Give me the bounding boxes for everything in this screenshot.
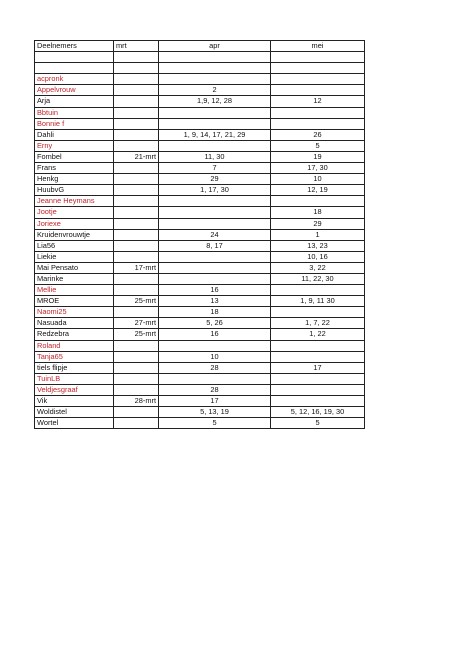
participants-table — [34, 40, 365, 429]
mrt-cell — [114, 307, 159, 318]
mrt-cell — [114, 63, 159, 74]
table-row — [35, 340, 365, 351]
apr-cell: 17 — [159, 396, 271, 407]
participant-name-cell — [35, 63, 114, 74]
apr-cell: 1,9, 12, 28 — [159, 96, 271, 107]
participant-name-cell: Bonnie f — [35, 118, 114, 129]
apr-cell — [159, 251, 271, 262]
apr-cell — [159, 207, 271, 218]
mei-cell: 12 — [271, 96, 365, 107]
mrt-cell: 17-mrt — [114, 262, 159, 273]
participant-name-cell: Mellie — [35, 285, 114, 296]
table-row — [35, 163, 365, 174]
mrt-cell — [114, 85, 159, 96]
mrt-cell — [114, 163, 159, 174]
participant-name-cell: acpronk — [35, 74, 114, 85]
table-row — [35, 251, 365, 262]
mrt-cell — [114, 285, 159, 296]
table-row — [35, 262, 365, 273]
participant-name-cell: Bbtuin — [35, 107, 114, 118]
participant-name-cell: Tanja65 — [35, 351, 114, 362]
apr-cell: 1, 9, 14, 17, 21, 29 — [159, 129, 271, 140]
table-row — [35, 240, 365, 251]
apr-cell — [159, 196, 271, 207]
table-row — [35, 362, 365, 373]
apr-cell: 24 — [159, 229, 271, 240]
mei-cell: 17 — [271, 362, 365, 373]
table-row — [35, 407, 365, 418]
header-mei: mei — [271, 41, 365, 52]
mrt-cell: 21-mrt — [114, 151, 159, 162]
participant-name-cell: Arja — [35, 96, 114, 107]
table-row — [35, 396, 365, 407]
mei-cell — [271, 63, 365, 74]
mei-cell — [271, 384, 365, 395]
participant-name-cell — [35, 52, 114, 63]
participant-name-cell: Fombel — [35, 151, 114, 162]
apr-cell — [159, 74, 271, 85]
apr-cell — [159, 218, 271, 229]
table-row — [35, 418, 365, 429]
mei-cell: 11, 22, 30 — [271, 273, 365, 284]
table-row — [35, 307, 365, 318]
apr-cell: 11, 30 — [159, 151, 271, 162]
table-row — [35, 129, 365, 140]
mrt-cell — [114, 118, 159, 129]
apr-cell — [159, 107, 271, 118]
mei-cell: 3, 22 — [271, 262, 365, 273]
mrt-cell — [114, 251, 159, 262]
mei-cell: 5 — [271, 140, 365, 151]
table-row — [35, 318, 365, 329]
mrt-cell — [114, 229, 159, 240]
mei-cell: 10 — [271, 174, 365, 185]
mrt-cell — [114, 52, 159, 63]
mrt-cell — [114, 96, 159, 107]
apr-cell: 16 — [159, 329, 271, 340]
apr-cell: 5 — [159, 418, 271, 429]
table-row — [35, 285, 365, 296]
mrt-cell — [114, 273, 159, 284]
participant-name-cell: Dahli — [35, 129, 114, 140]
mei-cell — [271, 307, 365, 318]
participant-name-cell: Wortel — [35, 418, 114, 429]
table-row — [35, 96, 365, 107]
apr-cell — [159, 52, 271, 63]
mrt-cell — [114, 407, 159, 418]
apr-cell: 28 — [159, 384, 271, 395]
mei-cell: 13, 23 — [271, 240, 365, 251]
participant-name-cell: Woldistel — [35, 407, 114, 418]
header-deelnemers: Deelnemers — [35, 41, 114, 52]
mrt-cell — [114, 129, 159, 140]
table-row — [35, 85, 365, 96]
apr-cell: 18 — [159, 307, 271, 318]
mei-cell — [271, 196, 365, 207]
table-row — [35, 273, 365, 284]
table-row — [35, 174, 365, 185]
mrt-cell — [114, 107, 159, 118]
mei-cell: 26 — [271, 129, 365, 140]
participant-name-cell: Liekie — [35, 251, 114, 262]
apr-cell: 13 — [159, 296, 271, 307]
apr-cell — [159, 118, 271, 129]
header-mrt: mrt — [114, 41, 159, 52]
mrt-cell — [114, 340, 159, 351]
table-row — [35, 107, 365, 118]
mei-cell: 29 — [271, 218, 365, 229]
mei-cell: 19 — [271, 151, 365, 162]
participant-name-cell: Jeanne Heymans — [35, 196, 114, 207]
mei-cell — [271, 285, 365, 296]
mrt-cell — [114, 185, 159, 196]
mei-cell — [271, 340, 365, 351]
apr-cell — [159, 340, 271, 351]
apr-cell — [159, 63, 271, 74]
mrt-cell — [114, 418, 159, 429]
mei-cell — [271, 351, 365, 362]
apr-cell: 2 — [159, 85, 271, 96]
mrt-cell — [114, 196, 159, 207]
table-row — [35, 207, 365, 218]
participant-name-cell: Frans — [35, 163, 114, 174]
mei-cell: 18 — [271, 207, 365, 218]
mei-cell — [271, 52, 365, 63]
mrt-cell: 25-mrt — [114, 329, 159, 340]
table-row — [35, 373, 365, 384]
participant-name-cell: Henkg — [35, 174, 114, 185]
table-row — [35, 218, 365, 229]
mei-cell: 5, 12, 16, 19, 30 — [271, 407, 365, 418]
mei-cell: 1, 7, 22 — [271, 318, 365, 329]
participant-name-cell: Erny — [35, 140, 114, 151]
participant-name-cell: Jootje — [35, 207, 114, 218]
participant-name-cell: tiels flipje — [35, 362, 114, 373]
table-body — [35, 52, 365, 429]
mrt-cell — [114, 240, 159, 251]
participant-name-cell: Redzebra — [35, 329, 114, 340]
header-apr: apr — [159, 41, 271, 52]
participant-name-cell: MROE — [35, 296, 114, 307]
apr-cell — [159, 373, 271, 384]
mei-cell: 1, 22 — [271, 329, 365, 340]
mrt-cell — [114, 373, 159, 384]
participant-name-cell: HuubvG — [35, 185, 114, 196]
mei-cell — [271, 373, 365, 384]
participant-name-cell: Naomi25 — [35, 307, 114, 318]
mrt-cell: 28-mrt — [114, 396, 159, 407]
mrt-cell — [114, 384, 159, 395]
participant-name-cell: TuinLB — [35, 373, 114, 384]
participant-name-cell: Veldjesgraaf — [35, 384, 114, 395]
table-row — [35, 229, 365, 240]
participant-name-cell: Vik — [35, 396, 114, 407]
table-row — [35, 151, 365, 162]
table-row — [35, 74, 365, 85]
participant-name-cell: Joriexe — [35, 218, 114, 229]
mrt-cell — [114, 207, 159, 218]
mei-cell: 1, 9, 11 30 — [271, 296, 365, 307]
apr-cell: 7 — [159, 163, 271, 174]
mei-cell — [271, 85, 365, 96]
table-row — [35, 196, 365, 207]
apr-cell: 29 — [159, 174, 271, 185]
participant-name-cell: Lia56 — [35, 240, 114, 251]
mei-cell — [271, 107, 365, 118]
mei-cell: 5 — [271, 418, 365, 429]
table-row — [35, 329, 365, 340]
mei-cell: 1 — [271, 229, 365, 240]
participant-name-cell: Appelvrouw — [35, 85, 114, 96]
apr-cell: 8, 17 — [159, 240, 271, 251]
participant-name-cell: Roland — [35, 340, 114, 351]
mrt-cell: 25-mrt — [114, 296, 159, 307]
apr-cell — [159, 273, 271, 284]
mrt-cell — [114, 351, 159, 362]
mrt-cell — [114, 140, 159, 151]
table-row — [35, 140, 365, 151]
apr-cell: 28 — [159, 362, 271, 373]
table-row — [35, 351, 365, 362]
apr-cell: 1, 17, 30 — [159, 185, 271, 196]
mrt-cell — [114, 174, 159, 185]
apr-cell — [159, 140, 271, 151]
participant-name-cell: Kruidenvrouwtje — [35, 229, 114, 240]
apr-cell: 16 — [159, 285, 271, 296]
apr-cell: 5, 13, 19 — [159, 407, 271, 418]
mei-cell — [271, 74, 365, 85]
table-row — [35, 384, 365, 395]
mei-cell: 17, 30 — [271, 163, 365, 174]
apr-cell: 10 — [159, 351, 271, 362]
mrt-cell — [114, 74, 159, 85]
apr-cell: 5, 26 — [159, 318, 271, 329]
mrt-cell — [114, 218, 159, 229]
table-row — [35, 52, 365, 63]
participant-name-cell: Nasuada — [35, 318, 114, 329]
table-row — [35, 296, 365, 307]
mei-cell — [271, 118, 365, 129]
participant-name-cell: Mai Pensato — [35, 262, 114, 273]
table-row — [35, 63, 365, 74]
mrt-cell: 27-mrt — [114, 318, 159, 329]
mei-cell — [271, 396, 365, 407]
mrt-cell — [114, 362, 159, 373]
mei-cell: 12, 19 — [271, 185, 365, 196]
header-row — [35, 41, 365, 52]
mei-cell: 10, 16 — [271, 251, 365, 262]
table-row — [35, 185, 365, 196]
participant-name-cell: Marinke — [35, 273, 114, 284]
table-row — [35, 118, 365, 129]
apr-cell — [159, 262, 271, 273]
